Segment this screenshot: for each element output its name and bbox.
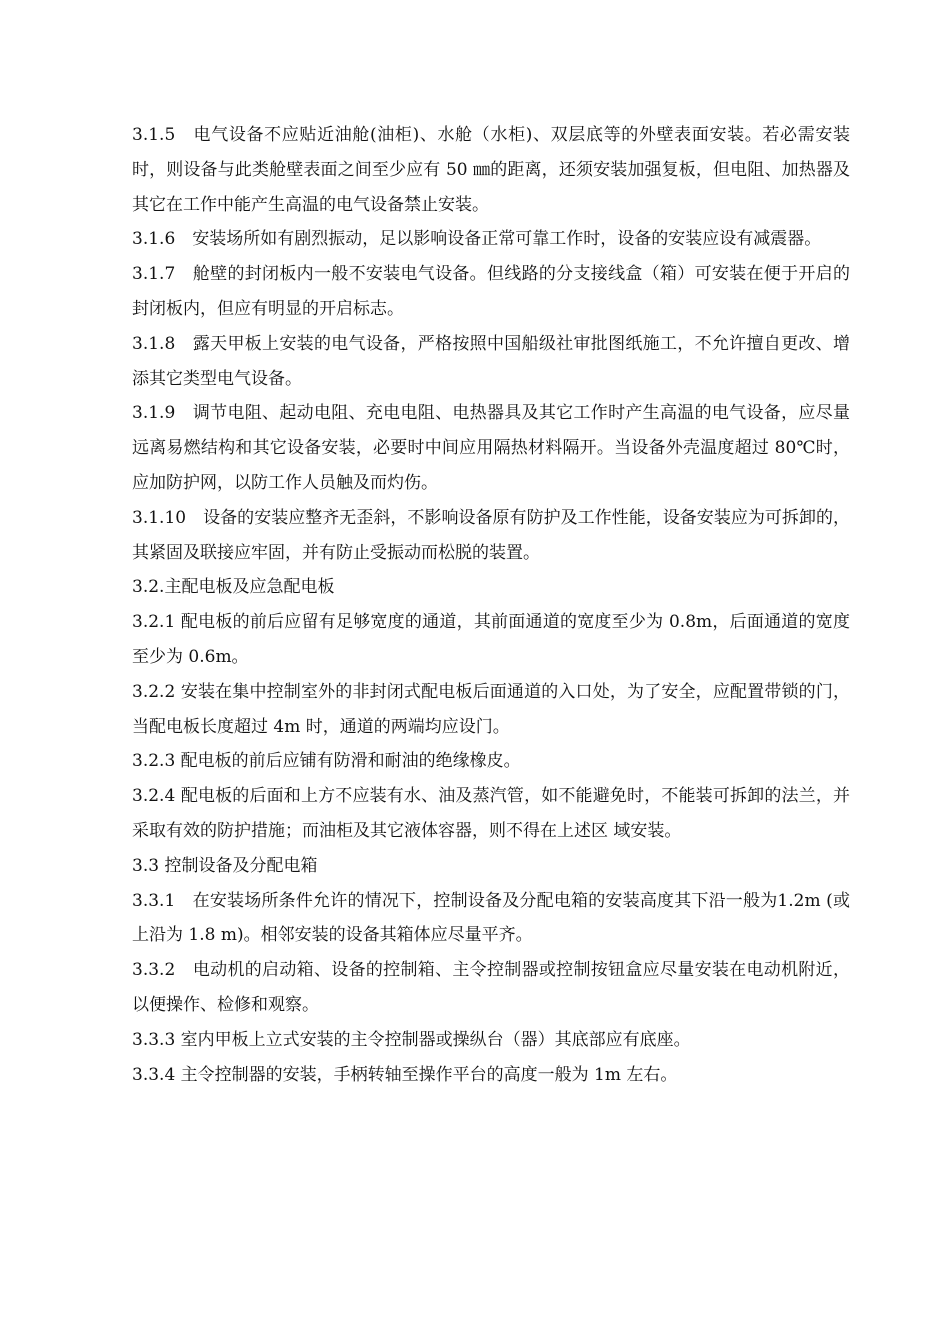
clause-3-3-2: 3.3.2 电动机的启动箱、设备的控制箱、主令控制器或控制按钮盒应尽量安装在电动机附近，以便操作、检修和观察。	[132, 960, 850, 1015]
clause-3-2-3: 3.2.3 配电板的前后应铺有防滑和耐油的绝缘橡皮。	[132, 751, 521, 772]
clause-3-3-4: 3.3.4 主令控制器的安装，手柄转轴至操作平台的高度一般为 1m 左右。	[132, 1064, 678, 1085]
clause-3-1-5: 3.1.5 电气设备不应贴近油舱(油柜)、水舱（水柜)、双层底等的外壁表面安装。若必需安装时，则设备与此类舱壁表面之间至少应有 50 ㎜的距离，还须安装加强复板，但电阻、加热器及其它在工作中能产生高温的电气设备禁止安装。	[132, 125, 850, 215]
clause-3-2-1: 3.2.1 配电板的前后应留有足够宽度的通道，其前面通道的宽度至少为 0.8m，后面通道的宽度至少为 0.6m。	[132, 612, 850, 667]
clause-3-3-3: 3.3.3 室内甲板上立式安装的主令控制器或操纵台（器）其底部应有底座。	[132, 1029, 691, 1050]
clause-3-1-9: 3.1.9 调节电阻、起动电阻、充电电阻、电热器具及其它工作时产生高温的电气设备，应尽量远离易燃结构和其它设备安装，必要时中间应用隔热材料隔开。当设备外壳温度超过 80℃时，应加防护网，以防工作人员触及而灼伤。	[132, 403, 850, 493]
clause-3-1-7: 3.1.7 舱壁的封闭板内一般不安装电气设备。但线路的分支接线盒（箱）可安装在便于开启的封闭板内，但应有明显的开启标志。	[132, 264, 850, 319]
clause-3-2-4: 3.2.4 配电板的后面和上方不应装有水、油及蒸汽管，如不能避免时，不能装可拆卸的法兰，并采取有效的防护措施；而油柜及其它液体容器，则不得在上述区 域安装。	[132, 786, 850, 841]
clause-3-2-2: 3.2.2 安装在集中控制室外的非封闭式配电板后面通道的入口处，为了安全，应配置带锁的门，当配电板长度超过 4m 时，通道的两端均应设门。	[132, 681, 850, 737]
clause-3-3-1: 3.3.1 在安装场所条件允许的情况下，控制设备及分配电箱的安装高度其下沿一般为1.2m (或上沿为 1.8 m)。相邻安装的设备其箱体应尽量平齐。	[132, 890, 850, 946]
clause-3-1-6: 3.1.6 安装场所如有剧烈振动，足以影响设备正常可靠工作时，设备的安装应设有减震器。	[132, 229, 822, 250]
clause-3-1-8: 3.1.8 露天甲板上安装的电气设备，严格按照中国船级社审批图纸施工，不允许擅自更改、增添其它类型电气设备。	[132, 333, 850, 389]
section-heading-3-3: 3.3 控制设备及分配电箱	[132, 855, 318, 876]
clause-3-1-10: 3.1.10 设备的安装应整齐无歪斜，不影响设备原有防护及工作性能，设备安装应为可拆卸的，其紧固及联接应牢固，并有防止受振动而松脱的装置。	[132, 507, 850, 563]
section-heading-3-2: 3.2.主配电板及应急配电板	[132, 577, 335, 598]
